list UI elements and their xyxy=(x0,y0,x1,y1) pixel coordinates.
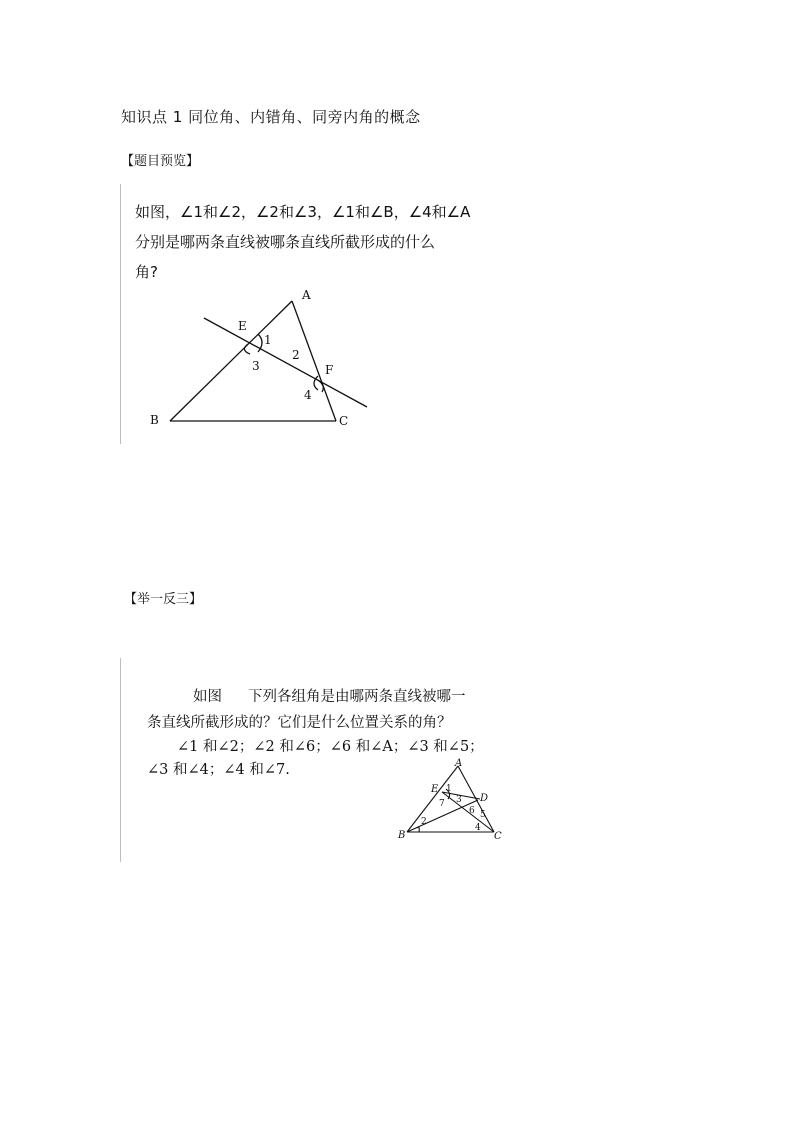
fig2-label-4: 4 xyxy=(475,823,481,833)
fig1-label-f: F xyxy=(325,363,334,377)
fig1-label-3: 3 xyxy=(252,359,260,373)
question1-line3: 角? xyxy=(135,263,158,281)
tag-preview: 【题目预览】 xyxy=(121,154,200,169)
fig1-label-c: C xyxy=(339,414,349,428)
fig1-label-b: B xyxy=(150,413,159,427)
question2-line2: 条直线所截形成的？它们是什么位置关系的角？ xyxy=(147,715,452,731)
fig2-label-6: 6 xyxy=(469,806,475,816)
fig2-label-3: 3 xyxy=(456,795,462,805)
fig1-label-a: A xyxy=(302,288,311,302)
fig1-label-4: 4 xyxy=(304,388,312,402)
fig2-label-5: 5 xyxy=(480,810,486,820)
fig2-label-e: E xyxy=(431,784,439,795)
fig2-label-1: 1 xyxy=(446,784,452,794)
question2-line3: ∠1 和∠2；∠2 和∠6；∠6 和∠A；∠3 和∠5； xyxy=(177,739,484,755)
fig2-label-a: A xyxy=(455,758,463,769)
question1-line1: 如图，∠1和∠2，∠2和∠3，∠1和∠B，∠4和∠A xyxy=(135,203,471,221)
fig2-label-c: C xyxy=(494,831,502,842)
fig2-label-b: B xyxy=(398,830,406,841)
fig1-transversal xyxy=(204,318,367,407)
fig1-label-e: E xyxy=(238,319,247,333)
fig1-arc-f xyxy=(318,380,323,392)
question2-line1 xyxy=(193,684,466,710)
fig1-side-ba xyxy=(170,301,292,421)
fig2-arc-b xyxy=(417,827,419,832)
fig2-label-d: D xyxy=(480,793,489,804)
tag-practice: 【举一反三】 xyxy=(124,592,203,607)
fig1-label-2: 2 xyxy=(292,348,300,362)
question1-line2: 分别是哪两条直线被哪条直线所截形成的什么 xyxy=(135,233,436,251)
fig2-label-2: 2 xyxy=(421,817,427,827)
question2-line1-text: 下列各组角是由哪两条直线被哪一 xyxy=(248,689,466,705)
fig1-label-1: 1 xyxy=(264,333,272,347)
question2-prefix: 如图 xyxy=(193,689,222,705)
question2-line4: ∠3 和∠4；∠4 和∠7. xyxy=(147,762,290,778)
fig2-label-7: 7 xyxy=(439,799,445,809)
quote-bar-2 xyxy=(120,658,121,862)
section-heading: 知识点 1 同位角、内错角、同旁内角的概念 xyxy=(121,108,421,126)
